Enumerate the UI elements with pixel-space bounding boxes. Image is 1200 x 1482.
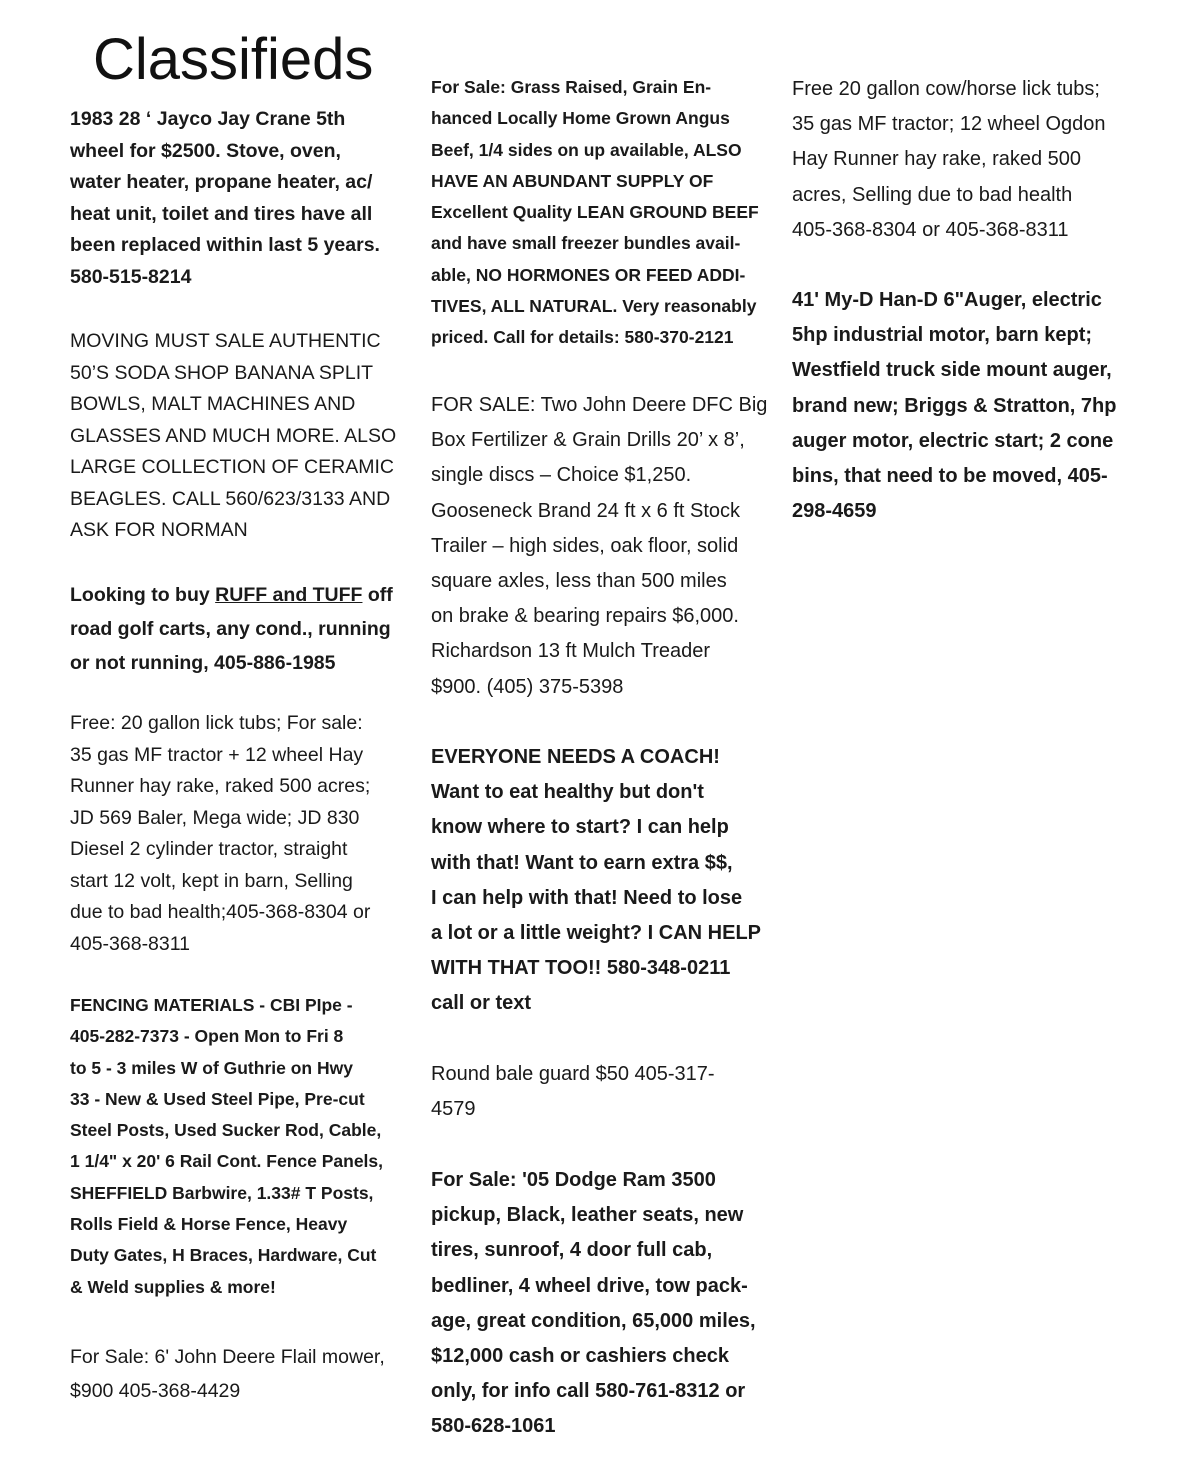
ad-line: 405-368-8304 or 405-368-8311 — [792, 218, 1069, 241]
ad-line: Free 20 gallon cow/horse lick tubs; — [792, 78, 1100, 100]
ad-line: $12,000 cash or cashiers check — [431, 1345, 729, 1368]
ad-line: 4579 — [431, 1098, 476, 1121]
ad-jayco-5th-wheel — [70, 104, 380, 293]
ad-round-bale-guard — [431, 1057, 715, 1127]
ad-line: For Sale: 6' John Deere Flail mower, — [70, 1346, 385, 1368]
ad-line: WITH THAT TOO!! 580-348-0211 — [431, 957, 731, 980]
ad-line: $900. (405) 375-5398 — [431, 675, 624, 698]
ad-auger — [792, 283, 1116, 529]
ad-line: or not running, 405-886-1985 — [70, 652, 336, 674]
ad-line: & Weld supplies & more! — [70, 1276, 276, 1297]
ad-line: only, for info call 580-761-8312 or — [431, 1380, 746, 1403]
ad-line: 41' My-D Han-D 6"Auger, electric — [792, 289, 1102, 311]
ad-line: pickup, Black, leather seats, new — [431, 1204, 744, 1227]
ad-line: brand new; Briggs & Stratton, 7hp — [792, 394, 1117, 417]
ad-line: MOVING MUST SALE AUTHENTIC — [70, 330, 381, 352]
ad-line: 35 gas MF tractor + 12 wheel Hay — [70, 743, 364, 766]
ad-line: road golf carts, any cond., running — [70, 618, 391, 640]
ad-line: auger motor, electric start; 2 cone — [792, 429, 1114, 452]
ad-line: to 5 - 3 miles W of Guthrie on Hwy — [70, 1057, 353, 1078]
ad-line: For Sale: '05 Dodge Ram 3500 — [431, 1169, 716, 1191]
ad-dodge-ram — [431, 1163, 756, 1445]
ad-line: water heater, propane heater, ac/ — [70, 171, 373, 193]
ad-line: 1 1/4" x 20' 6 Rail Cont. Fence Panels, — [70, 1151, 384, 1172]
ad-line: SHEFFIELD Barbwire, 1.33# T Posts, — [70, 1182, 374, 1203]
ad-line: Want to eat healthy but don't — [431, 781, 704, 804]
ad-line: call or text — [431, 992, 532, 1015]
ad-line: 1983 28 ‘ Jayco Jay Crane 5th — [70, 108, 346, 130]
ad-line: heat unit, toilet and tires have all — [70, 202, 373, 225]
ad-line: priced. Call for details: 580-370-2121 — [431, 327, 734, 348]
ad-line: 5hp industrial motor, barn kept; — [792, 324, 1093, 347]
ad-line: Excellent Quality LEAN GROUND BEEF — [431, 202, 759, 223]
ad-line: Richardson 13 ft Mulch Treader — [431, 640, 711, 663]
ad-line: JD 569 Baler, Mega wide; JD 830 — [70, 806, 360, 829]
ad-line: Diesel 2 cylinder tractor, straight — [70, 838, 348, 860]
ad-line: 50’S SODA SHOP BANANA SPLIT — [70, 361, 374, 384]
ad-line: tires, sunroof, 4 door full cab, — [431, 1239, 713, 1262]
ad-line: bins, that need to be moved, 405- — [792, 465, 1108, 488]
ad-line: single discs – Choice $1,250. — [431, 464, 692, 487]
ad-line: been replaced within last 5 years. — [70, 234, 380, 256]
ad-golf-carts — [70, 578, 393, 680]
ad-line: BEAGLES. CALL 560/623/3133 AND — [70, 487, 391, 510]
ad-line: due to bad health;405-368-8304 or — [70, 901, 371, 923]
ad-line: start 12 volt, kept in barn, Selling — [70, 869, 353, 892]
ad-line: Gooseneck Brand 24 ft x 6 ft Stock — [431, 499, 741, 522]
ad-line: acres, Selling due to bad health — [792, 183, 1073, 206]
ad-line: Duty Gates, H Braces, Hardware, Cut — [70, 1245, 377, 1266]
ad-line: Hay Runner hay rake, raked 500 — [792, 148, 1082, 171]
ad-soda-shop — [70, 326, 396, 547]
ad-line: hanced Locally Home Grown Angus — [431, 108, 730, 129]
ad-line: with that! Want to earn extra $$, — [431, 851, 733, 874]
ad-line: Runner hay rake, raked 500 acres; — [70, 775, 371, 797]
ad-line: Steel Posts, Used Sucker Rod, Cable, — [70, 1120, 382, 1141]
ad-line: 35 gas MF tractor; 12 wheel Ogdon — [792, 113, 1106, 136]
ad-flail-mower — [70, 1340, 385, 1408]
ad-line: age, great condition, 65,000 miles, — [431, 1309, 756, 1332]
ad-line: Beef, 1/4 sides on up available, ALSO — [431, 139, 742, 160]
ad-line: $900 405-368-4429 — [70, 1380, 241, 1402]
ad-line: on brake & bearing repairs $6,000. — [431, 605, 739, 628]
ad-line: ASK FOR NORMAN — [70, 519, 248, 541]
ad-line: Trailer – high sides, oak floor, solid — [431, 534, 739, 557]
ad-line: 580-515-8214 — [70, 265, 192, 288]
ad-line: Free: 20 gallon lick tubs; For sale: — [70, 712, 363, 734]
ad-line: a lot or a little weight? I CAN HELP — [431, 922, 762, 945]
ad-line: square axles, less than 500 miles — [431, 570, 727, 593]
ad-line: Rolls Field & Horse Fence, Heavy — [70, 1214, 348, 1235]
ad-line: LARGE COLLECTION OF CERAMIC — [70, 456, 394, 478]
ad-line: HAVE AN ABUNDANT SUPPLY OF — [431, 170, 714, 191]
page-title: Classifieds — [93, 27, 374, 92]
ad-line: 405-368-8311 — [70, 932, 190, 955]
ad-text: off — [362, 584, 393, 606]
ad-fencing-materials — [70, 990, 383, 1303]
ad-line: FENCING MATERIALS - CBI PIpe - — [70, 995, 353, 1015]
ad-line: BOWLS, MALT MACHINES AND — [70, 393, 356, 415]
ad-line: bedliner, 4 wheel drive, tow pack- — [431, 1274, 748, 1297]
ad-line: TIVES, ALL NATURAL. Very reasonably — [431, 296, 757, 317]
ad-line — [70, 578, 393, 612]
ad-coach — [431, 740, 761, 1022]
ad-text: Looking to buy — [70, 584, 216, 606]
ad-angus-beef — [431, 72, 759, 354]
ad-line: 298-4659 — [792, 500, 877, 523]
ad-line: 405-282-7373 - Open Mon to Fri 8 — [70, 1026, 344, 1047]
ad-line: EVERYONE NEEDS A COACH! — [431, 746, 720, 768]
ad-cow-horse-lick-tubs — [792, 72, 1106, 248]
ad-underlined-text: RUFF and TUFF — [215, 584, 363, 606]
ad-line: FOR SALE: Two John Deere DFC Big — [431, 394, 768, 416]
ad-line: Round bale guard $50 405-317- — [431, 1063, 715, 1085]
ad-line: For Sale: Grass Raised, Grain En- — [431, 77, 712, 97]
ad-line: GLASSES AND MUCH MORE. ALSO — [70, 424, 397, 447]
ad-line: wheel for $2500. Stove, oven, — [70, 139, 341, 162]
ad-lick-tubs — [70, 708, 370, 960]
ad-line: able, NO HORMONES OR FEED ADDI- — [431, 264, 746, 285]
ad-line: and have small freezer bundles avail- — [431, 233, 741, 254]
ad-line: Westfield truck side mount auger, — [792, 359, 1112, 382]
ad-john-deere-drills — [431, 388, 767, 705]
ad-line: 580-628-1061 — [431, 1415, 556, 1438]
ad-line: I can help with that! Need to lose — [431, 886, 743, 909]
ad-line: know where to start? I can help — [431, 816, 729, 839]
ad-line: Box Fertilizer & Grain Drills 20’ x 8’, — [431, 429, 745, 452]
ad-line: 33 - New & Used Steel Pipe, Pre-cut — [70, 1088, 365, 1109]
